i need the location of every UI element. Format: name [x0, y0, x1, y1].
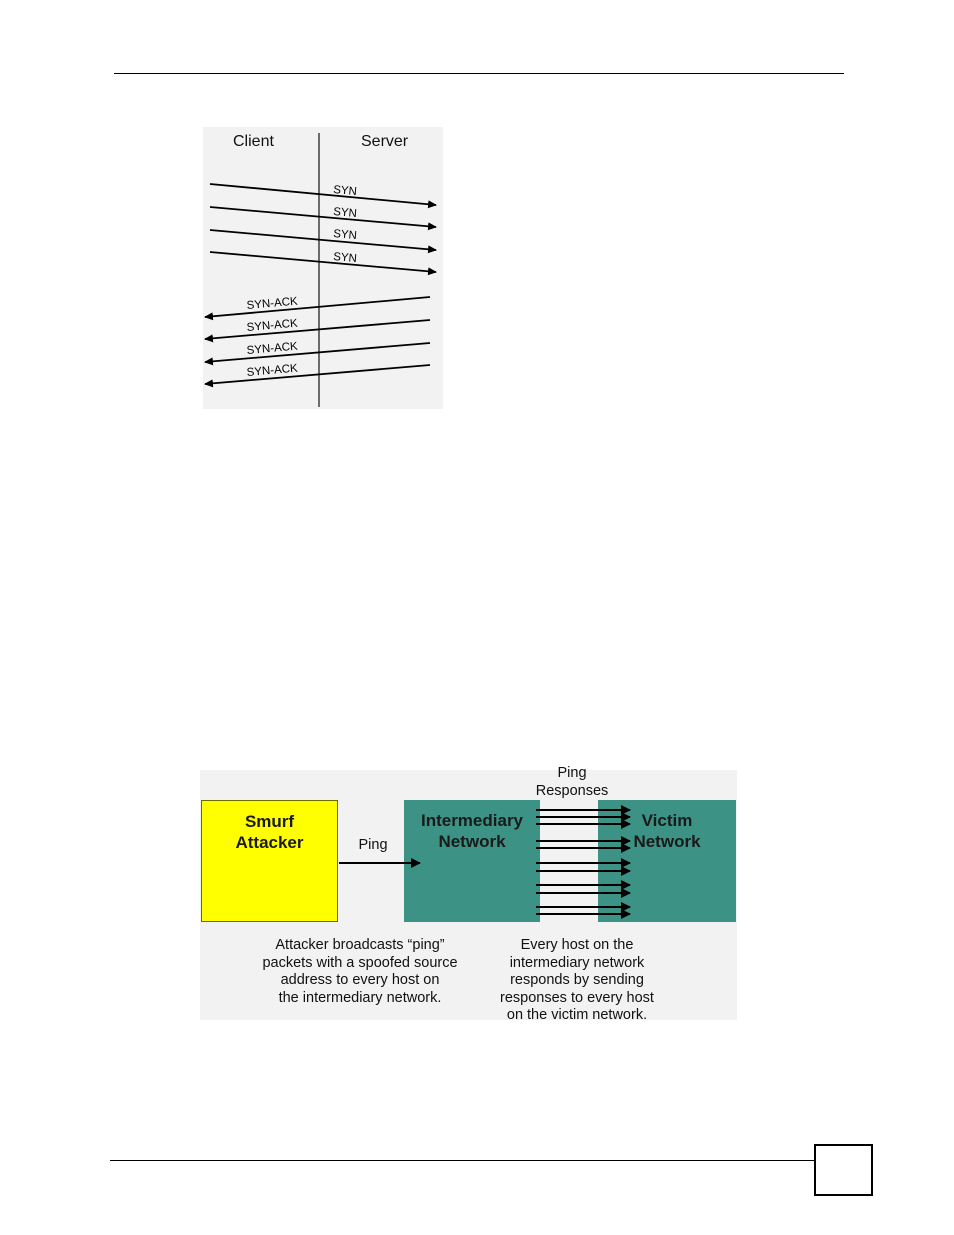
intermediary-title: Intermediary Network — [420, 811, 524, 851]
syn-label: SYN — [332, 206, 358, 221]
syn-label: SYN — [332, 228, 358, 243]
syn-label: SYN — [332, 184, 358, 199]
syn-label: SYN — [332, 251, 358, 266]
synack-label: SYN-ACK — [246, 362, 299, 379]
synack-label: SYN-ACK — [246, 317, 299, 334]
server-label: Server — [361, 133, 409, 150]
synack-arrow — [205, 317, 430, 339]
client-label: Client — [233, 133, 274, 150]
header-rule — [114, 73, 844, 74]
synack-arrow — [205, 340, 430, 362]
ping-label: Ping — [358, 837, 388, 853]
synack-arrow — [205, 297, 430, 317]
syn-arrow — [210, 207, 436, 227]
footer-rule — [110, 1160, 814, 1161]
syn-arrow — [210, 252, 436, 272]
attacker-caption: Attacker broadcasts “ping” packets with a spoofed source address to every host on the intermediary network. — [262, 937, 458, 1006]
intermediary-caption: Every host on the intermediary network responds by sending responses to every host on the victim network. — [500, 937, 654, 1023]
ping-responses-label: Ping Responses — [535, 765, 609, 799]
syn-arrow — [210, 230, 436, 250]
victim-title: Victim Network — [633, 811, 701, 851]
synack-label: SYN-ACK — [246, 340, 299, 357]
syn-flood-figure — [203, 127, 443, 409]
smurf-attack-figure — [200, 765, 737, 1023]
synack-arrow — [205, 362, 430, 384]
synack-label: SYN-ACK — [246, 295, 299, 312]
syn-flood-diagram — [203, 127, 443, 409]
page-number-box — [814, 1144, 873, 1196]
attacker-title: Smurf Attacker — [235, 812, 304, 852]
syn-arrow — [210, 184, 436, 205]
